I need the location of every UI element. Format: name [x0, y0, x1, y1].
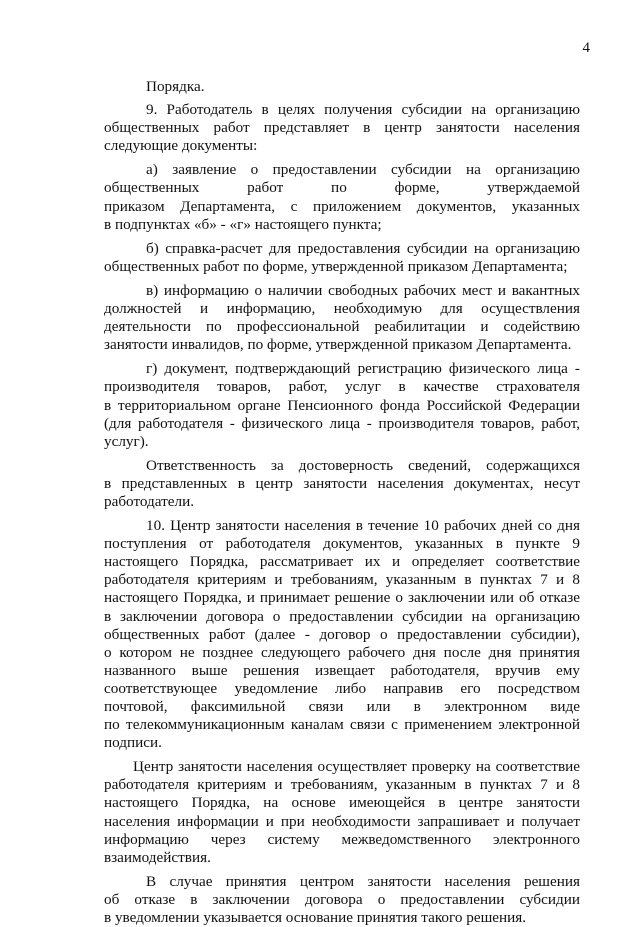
text-line: услуг). [104, 432, 149, 450]
page-number: 4 [582, 40, 590, 56]
paragraph-refusal [104, 873, 580, 927]
text-line: Порядка. [146, 78, 205, 95]
text-line: по телекоммуникационным каналам связи с применением электронной [104, 716, 580, 734]
text-line: общественных работ по форме, утвержденной приказом Департамента; [104, 257, 568, 275]
text-line: названного выше решения извещает работодателя, вручив ему [104, 661, 580, 679]
text-line: о котором не позднее следующего рабочего дня после дня принятия [104, 643, 580, 661]
text-line: г) документ, подтверждающий регистрацию физического лица - [146, 360, 580, 378]
paragraph-continuation [104, 78, 580, 96]
paragraph-verification [104, 758, 580, 867]
text-line: должностей и информацию, необходимую для осуществления [104, 300, 580, 318]
paragraph-responsibility [104, 457, 580, 511]
text-line: в подпунктах «б» - «г» настоящего пункта; [104, 215, 382, 233]
text-line: работодатели. [104, 492, 195, 510]
text-line: общественных работ по форме, утверждаемой [104, 179, 580, 197]
text-line: общественных работ представляет в центр занятости населения [104, 119, 580, 137]
document-body [104, 78, 580, 927]
text-line: поступления от работодателя документов, указанных в пункте 9 [104, 535, 580, 553]
text-line: занятости инвалидов, по форме, утвержденной приказом Департамента. [104, 336, 572, 354]
paragraph-item-9g [104, 360, 580, 450]
text-line: информацию через систему межведомственного электронного [104, 830, 580, 848]
paragraph-item-10 [104, 517, 580, 752]
paragraph-item-9a [104, 161, 580, 233]
text-line: населения информации и при необходимости запрашивает и получает [104, 812, 580, 830]
text-line: а) заявление о предоставлении субсидии на организацию [146, 161, 580, 179]
text-line: настоящего Порядка, и принимает решение о заключении или об отказе [104, 589, 580, 607]
text-line: в уведомлении указывается основание принятия такого решения. [104, 909, 527, 927]
text-line: следующие документы: [104, 137, 258, 155]
text-line: работодателя критериям и требованиям, указанным в пунктах 7 и 8 [104, 571, 580, 589]
text-line: подписи. [104, 734, 162, 752]
text-line: приказом Департамента, с приложением документов, указанных [104, 197, 580, 215]
text-line: 10. Центр занятости населения в течение 10 рабочих дней со дня [146, 517, 580, 535]
text-line: в представленных в центр занятости населения документах, несут [104, 474, 580, 492]
text-line: Ответственность за достоверность сведений, содержащихся [146, 456, 580, 474]
text-line: общественных работ (далее - договор о предоставлении субсидии), [104, 625, 580, 643]
text-line: производителя товаров, работ, услуг в качестве страхователя [104, 378, 580, 396]
text-line: Центр занятости населения осуществляет проверку на соответствие [133, 758, 580, 776]
text-line: б) справка-расчет для предоставления субсидии на организацию [146, 239, 580, 257]
paragraph-item-9 [104, 101, 580, 155]
text-line: деятельности по профессиональной реабилитации и содействию [104, 318, 580, 336]
text-line: настоящего Порядка, рассматривает их и определяет соответствие [104, 553, 580, 571]
paragraph-item-9v [104, 282, 580, 354]
text-line: в) информацию о наличии свободных рабочих мест и вакантных [146, 281, 580, 299]
text-line: взаимодействия. [104, 848, 211, 866]
text-line: работодателя критериям и требованиям, указанным в пунктах 7 и 8 [104, 776, 580, 794]
text-line: почтовой, факсимильной связи или в электронном виде [104, 698, 580, 715]
text-line: В случае принятия центром занятости населения решения [146, 872, 580, 890]
text-line: в заключении договора о предоставлении субсидии на организацию [104, 607, 580, 625]
text-line: соответствующее уведомление либо направив его посредством [104, 679, 580, 697]
text-line: (для работодателя - физического лица - производителя товаров, работ, [104, 414, 580, 432]
text-line: в территориальном органе Пенсионного фонда Российской Федерации [104, 396, 580, 414]
text-line: об отказе в заключении договора о предоставлении субсидии [104, 890, 580, 908]
text-line: настоящего Порядка, на основе имеющейся в центре занятости [104, 794, 580, 812]
text-line: 9. Работодатель в целях получения субсидии на организацию [146, 101, 580, 119]
paragraph-item-9b [104, 240, 580, 276]
